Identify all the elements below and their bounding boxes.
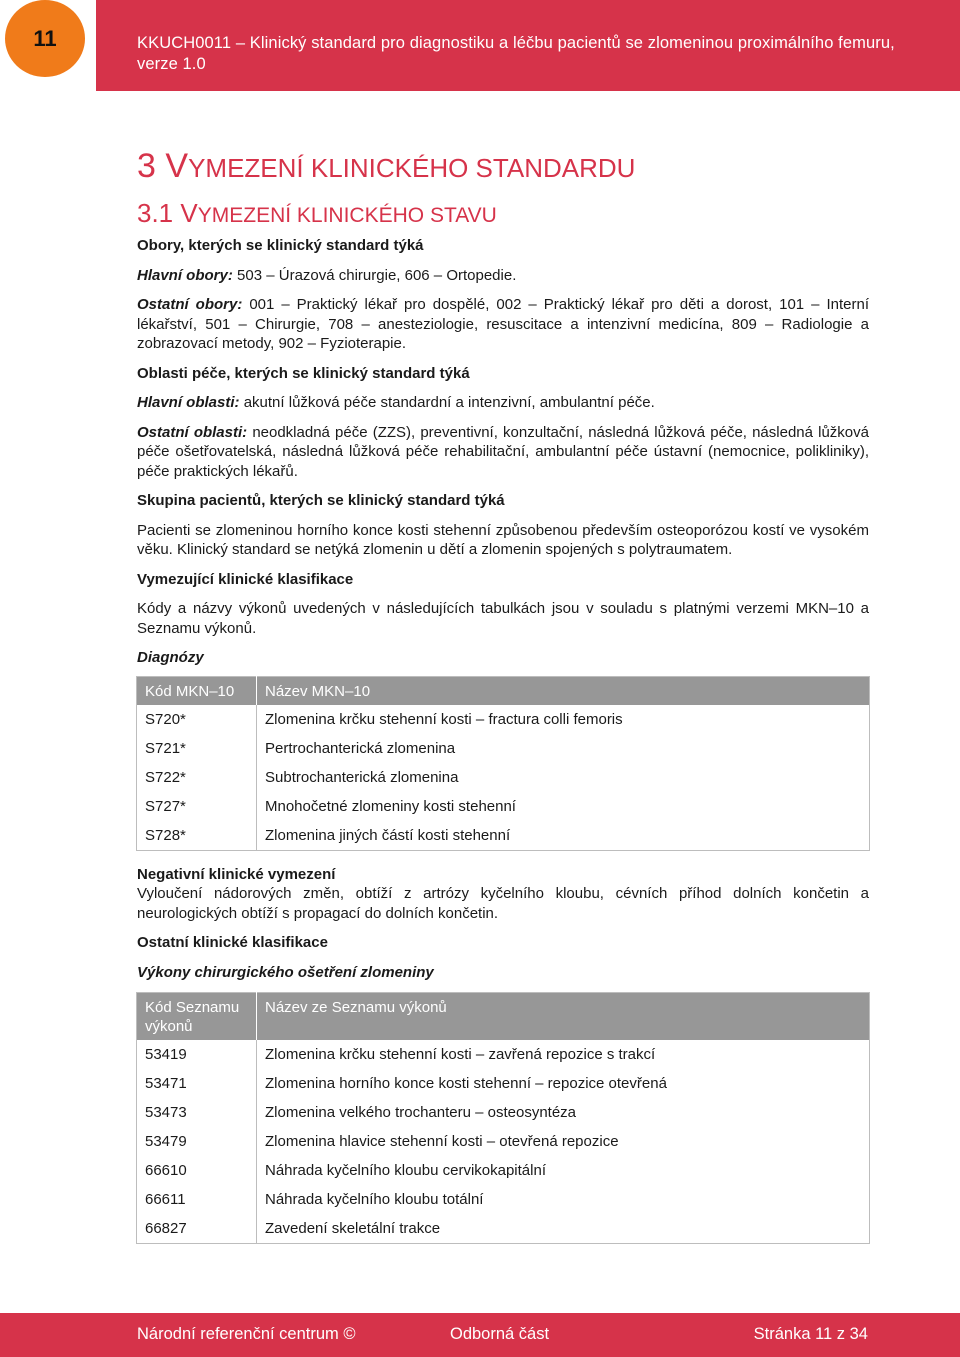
table-row [137, 1127, 870, 1156]
section-title-rest: YMEZENÍ KLINICKÉHO STAVU [197, 204, 497, 227]
obory-main [137, 266, 869, 286]
name-cell: Subtrochanterická zlomenina [265, 768, 459, 786]
name-cell: Zlomenina jiných částí kosti stehenní [265, 826, 511, 844]
section-number: 3.1 [137, 198, 174, 228]
column-header: Název MKN–10 [257, 676, 870, 705]
name-cell: Zlomenina krčku stehenní kosti – zavřená repozice s trakcí [265, 1046, 656, 1063]
name-cell: Zlomenina horního konce kosti stehenní – repozice otevřená [265, 1075, 667, 1092]
code-cell: S722* [137, 763, 257, 792]
name-cell: Náhrada kyčelního kloubu cervikokapitální [265, 1162, 546, 1179]
klasifikace-text: Kódy a názvy výkonů uvedených v následujících tabulkách jsou v souladu s platnými verzemi MKN–10 a Seznamu výkonů. [137, 600, 869, 637]
footer-center: Odborná část [450, 1325, 550, 1343]
code-cell: S720* [137, 705, 257, 734]
obory-heading: Obory, kterých se klinický standard týká [137, 237, 424, 254]
obory-main-text: 503 – Úrazová chirurgie, 606 – Ortopedie. [237, 266, 517, 284]
obory-other-label: Ostatní obory: [137, 296, 243, 313]
oblasti-main [137, 393, 869, 413]
skupina-heading: Skupina pacientů, kterých se klinický standard týká [137, 492, 505, 509]
oblasti-main-text: akutní lůžková péče standardní a intenzivní, ambulantní péče. [243, 394, 655, 411]
table-row [137, 1040, 870, 1069]
name-cell: Zlomenina krčku stehenní kosti – fractura colli femoris [265, 710, 623, 728]
code-cell: S721* [137, 734, 257, 763]
name-cell: Zlomenina velkého trochanteru – osteosyntéza [265, 1104, 577, 1121]
code-cell: S727* [137, 792, 257, 821]
diagnozy-label: Diagnózy [137, 649, 204, 666]
obory-other-text: 001 – Praktický lékař pro dospělé, 002 – Praktický lékař pro děti a dorost, 101 – Interní lékařství, 501 – Chirurgie, 708 – anesteziologie, resuscitace a intenzivní medicína, 809 – Radiologie a zobrazovací metody, 902 – Fyzioterapie. [137, 296, 869, 352]
oblasti-other-text: neodkladná péče (ZZS), preventivní, konzultační, následná lůžková péče, následná lůžková péče ošetřovatelská, následná lůžková péče rehabilitační, ambulantní péče ústavní (nemocnice, polikliniky), péče praktických lékařů. [137, 423, 869, 480]
column-header: Kód Seznamu výkonů [137, 993, 257, 1041]
page-badge-ring [0, 0, 96, 94]
table-row [137, 1156, 870, 1185]
table-row [137, 821, 870, 851]
obory-main-label: Hlavní obory: [137, 266, 233, 284]
chapter-first-letter: V [165, 147, 189, 185]
table-row [137, 734, 870, 763]
oblasti-other [137, 423, 869, 482]
table-row [137, 792, 870, 821]
table-row [137, 1185, 870, 1214]
page-footer [0, 1313, 960, 1357]
oblasti-main-label: Hlavní oblasti: [137, 394, 240, 411]
procedures-table [136, 992, 870, 1244]
table-row [137, 705, 870, 734]
table-row [137, 1069, 870, 1098]
code-cell: 66827 [137, 1214, 257, 1244]
chapter-title-rest: YMEZENÍ KLINICKÉHO STANDARDU [188, 153, 636, 183]
name-cell: Zavedení skeletální trakce [265, 1220, 441, 1237]
table-row [137, 1098, 870, 1127]
obory-other [137, 295, 869, 354]
chapter-heading [137, 146, 869, 198]
klasifikace-heading: Vymezující klinické klasifikace [137, 570, 354, 588]
negativni-text: Vyloučení nádorových změn, obtíží z artrózy kyčelního kloubu, cévních příhod dolních končetin a neurologických obtíží s propagací do dolních končetin. [137, 885, 869, 922]
code-cell: 66610 [137, 1156, 257, 1185]
section-heading [137, 198, 869, 236]
table-header-row [137, 676, 870, 705]
code-cell: 66611 [137, 1185, 257, 1214]
page-number-badge: 11 [5, 0, 85, 77]
name-cell: Náhrada kyčelního kloubu totální [265, 1191, 484, 1208]
code-cell: 53479 [137, 1127, 257, 1156]
name-cell: Zlomenina hlavice stehenní kosti – otevřená repozice [265, 1133, 619, 1150]
code-cell: 53419 [137, 1040, 257, 1069]
oblasti-heading: Oblasti péče, kterých se klinický standard týká [137, 364, 470, 382]
table-row [137, 763, 870, 792]
column-header: Název ze Seznamu výkonů [257, 993, 870, 1041]
oblasti-other-label: Ostatní oblasti: [137, 423, 248, 441]
name-cell: Pertrochanterická zlomenina [265, 739, 456, 757]
code-cell: 53473 [137, 1098, 257, 1127]
table-header-row [137, 993, 870, 1041]
code-cell: S728* [137, 821, 257, 851]
page-header [0, 0, 960, 91]
name-cell: Mnohočetné zlomeniny kosti stehenní [265, 797, 516, 815]
negativni-heading: Negativní klinické vymezení [137, 865, 336, 883]
ostatni-klasifikace-heading: Ostatní klinické klasifikace [137, 934, 328, 951]
skupina-text: Pacienti se zlomeninou horního konce kosti stehenní způsobenou především osteoporózou kostí ve vysokém věku. Klinický standard se netýká zlomenin u dětí a zlomenin spojených s polytraumatem. [137, 521, 869, 558]
footer-right: Stránka 11 z 34 [753, 1325, 868, 1343]
section-first-letter: V [180, 198, 198, 228]
procedures-table-body [137, 1040, 870, 1244]
code-cell: 53471 [137, 1069, 257, 1098]
column-header: Kód MKN–10 [137, 676, 257, 705]
diagnoses-table [136, 676, 870, 851]
vykony-label: Výkony chirurgického ošetření zlomeniny [137, 963, 434, 981]
diagnoses-table-body [137, 705, 870, 851]
page-content [137, 146, 869, 1244]
footer-left: Národní referenční centrum © [137, 1325, 356, 1343]
table-row [137, 1214, 870, 1244]
document-title: KKUCH0011 – Klinický standard pro diagnostiku a léčbu pacientů se zlomeninou proximálního femuru, verze 1.0 [137, 34, 895, 73]
chapter-number: 3 [137, 147, 156, 185]
